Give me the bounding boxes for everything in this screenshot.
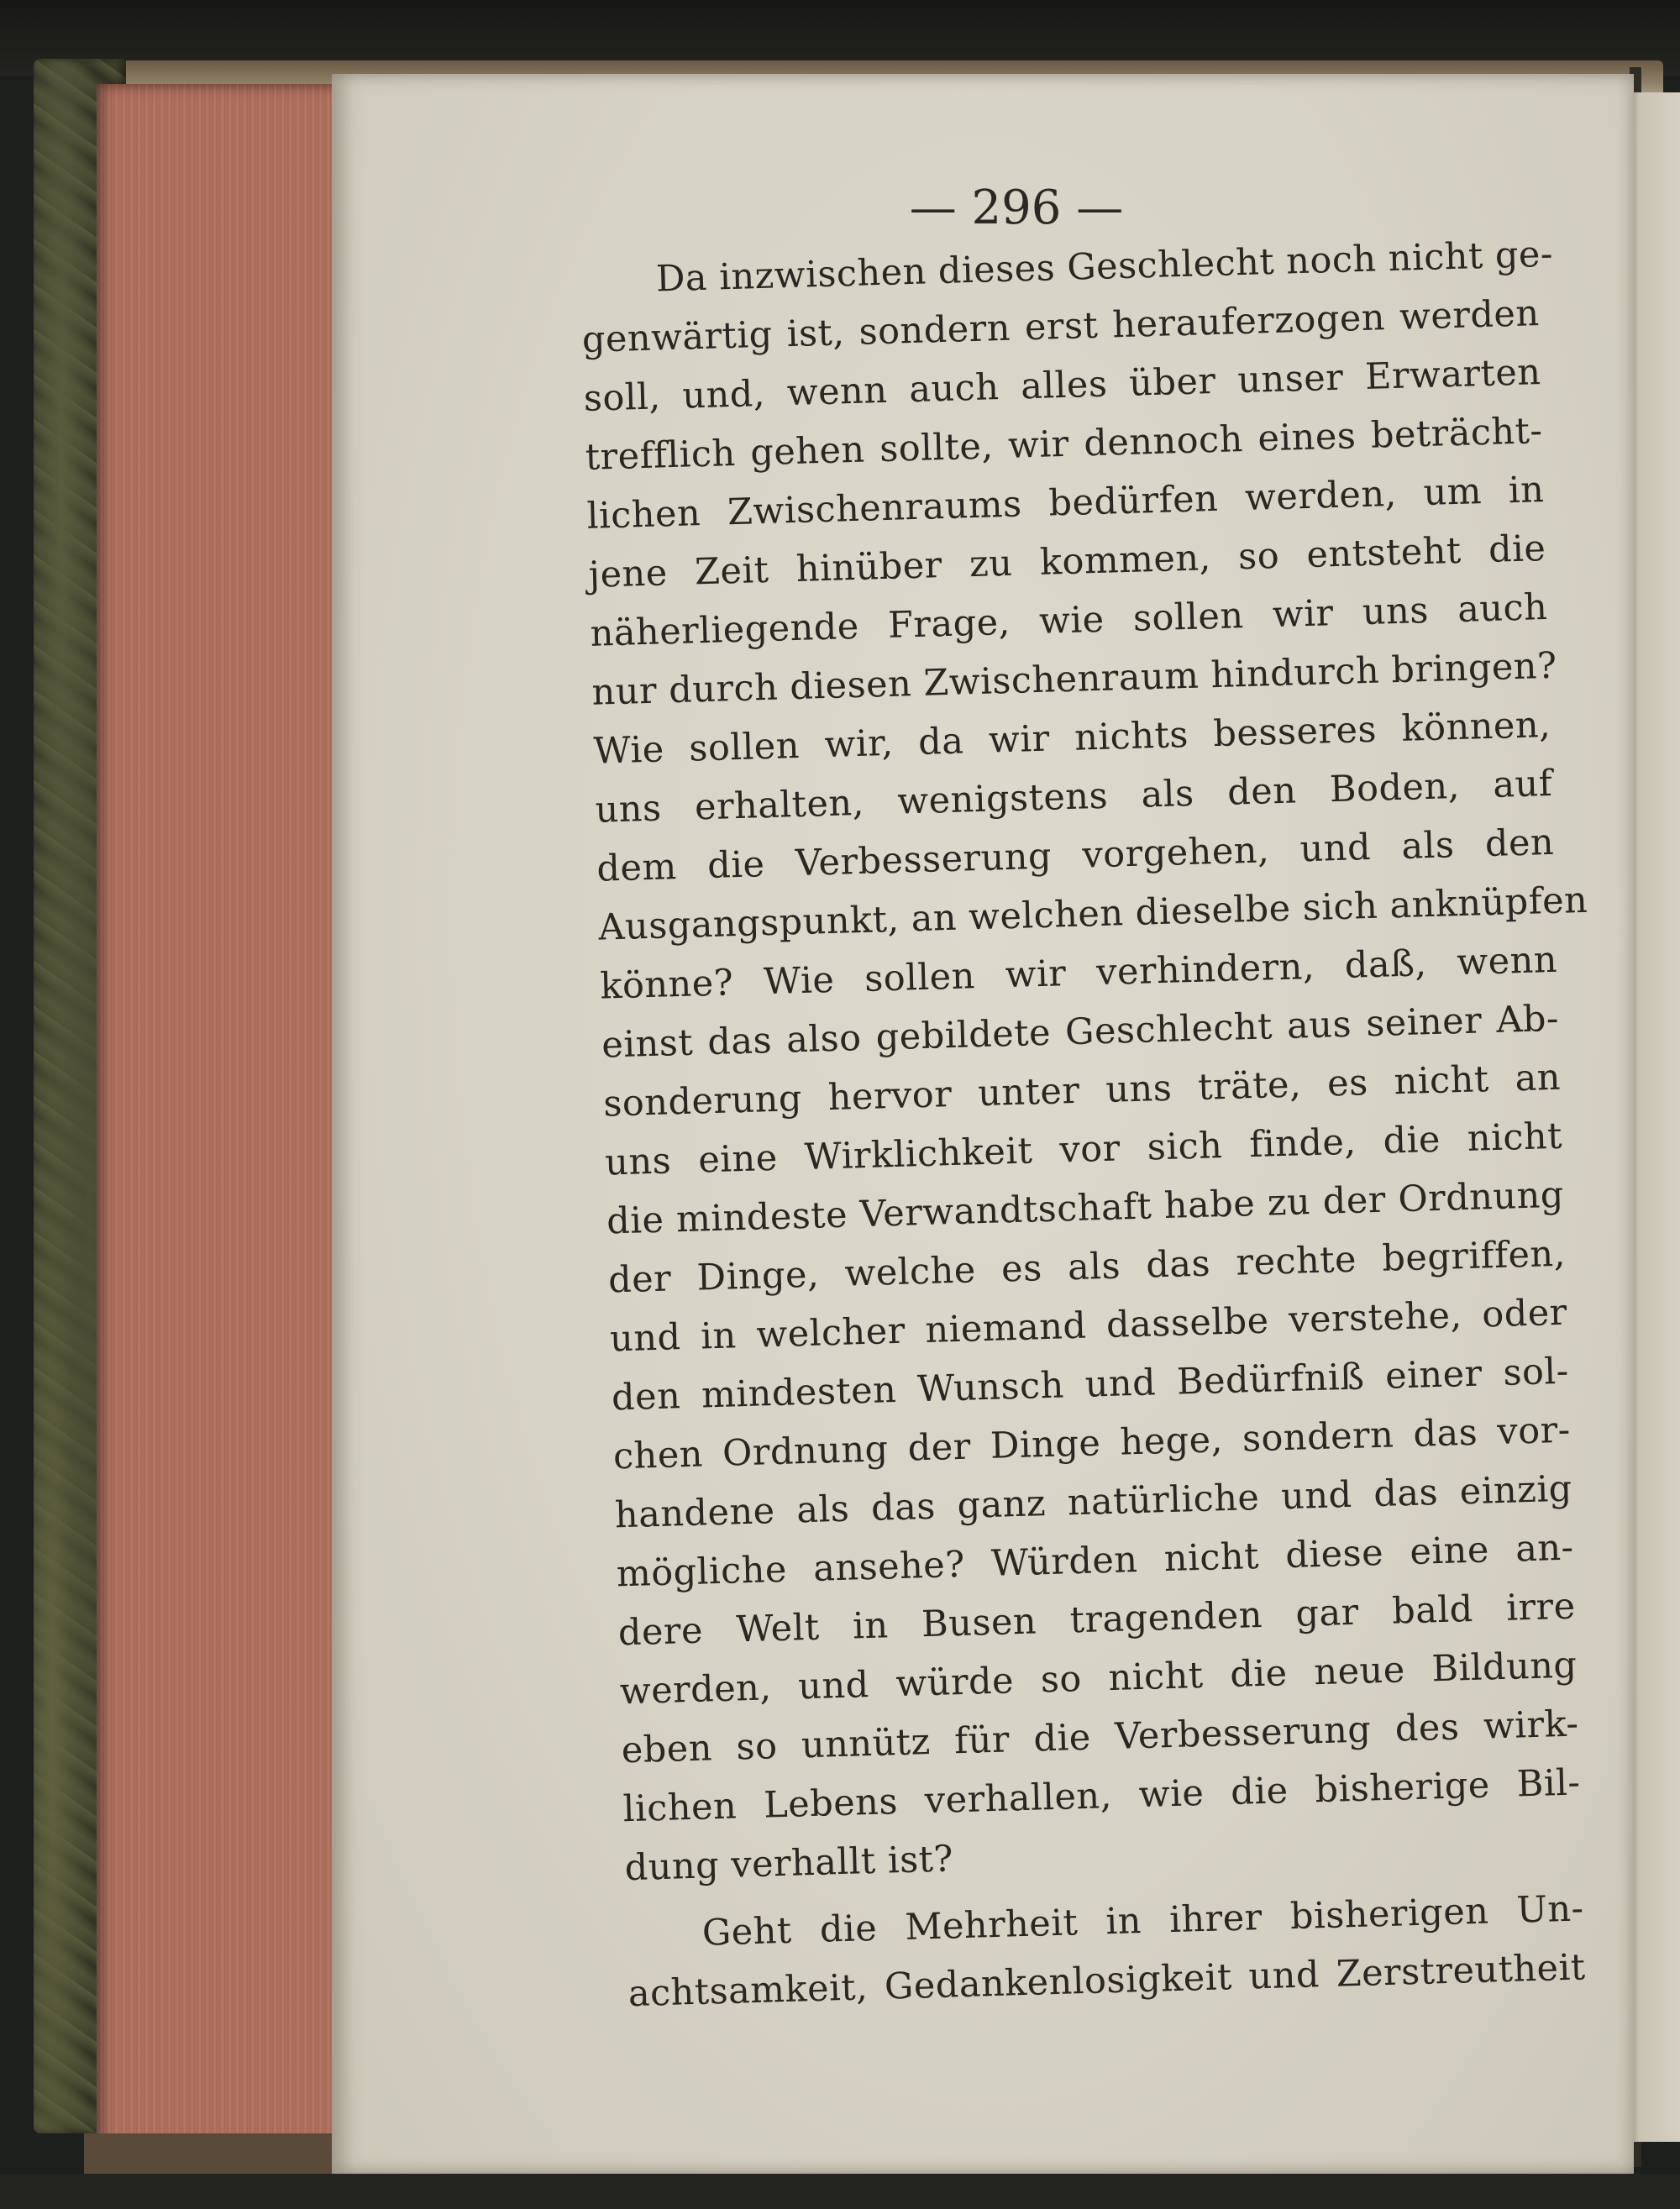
text-line: handene als das ganz natürliche und das einzig [614,1467,1573,1537]
text-line: jene Zeit hinüber zu kommen, so entsteht die [588,527,1547,596]
text-line: lichen Lebens verhallen, wie die bisherige Bil- [622,1761,1582,1831]
body-text [580,225,1586,2023]
text-line: uns eine Wirklichkeit vor sich finde, die nicht [604,1115,1563,1184]
text-line: uns erhalten, wenigstens als den Boden, auf [594,762,1553,832]
text-line: Wie sollen wir, da wir nichts besseres können, [592,703,1551,773]
text-line: dere Welt in Busen tragenden gar bald irre [617,1585,1577,1655]
paragraph-1 [580,225,1588,1897]
text-line: näherliegende Frage, wie sollen wir uns auch [590,586,1548,655]
text-line: dung verhallt ist? [624,1838,954,1890]
text-line: trefflich gehen sollte, wir dennoch eines beträcht- [585,410,1544,479]
text-line: und in welcher niemand dasselbe verstehe, oder [609,1291,1568,1361]
text-line: werden, und würde so nicht die neue Bildung [619,1644,1578,1713]
text-line: chen Ordnung der Dinge hege, sondern das vor- [612,1409,1572,1478]
page-number: — 296 — [909,181,1124,235]
text-line: lichen Zwischenraums bedürfen werden, um in [586,469,1546,538]
text-line: die mindeste Verwandtschaft habe zu der Ordnung [606,1173,1565,1243]
text-line: eben so unnütz für die Verbesserung des wirk- [621,1703,1580,1772]
text-line: einst das also gebildete Geschlecht aus seiner Ab- [601,997,1560,1067]
text-line: Da inzwischen dieses Geschlecht noch nicht ge- [655,233,1554,301]
background-bottom [0,2174,1680,2209]
text-line: den mindesten Wunsch und Bedürfniß einer sol- [611,1350,1570,1419]
page-edges [97,84,357,2163]
text-line: dem die Verbesserung vorgehen, und als den [596,821,1555,890]
text-line: soll, und, wenn auch alles über unser Erwarten [583,351,1542,420]
text-line: Geht die Mehrheit in ihrer bisherigen Un- [701,1887,1585,1955]
text-line: mögliche ansehe? Würden nicht diese eine an- [616,1526,1575,1596]
text-line: nur durch diesen Zwischenraum hindurch bringen? [591,644,1558,714]
text-line: genwärtig ist, sondern erst herauferzogen werden [581,292,1541,361]
text-line: sonderung hervor unter uns träte, es nicht an [602,1056,1562,1125]
text-line: könne? Wie sollen wir verhindern, daß, wenn [599,938,1558,1008]
text-line: der Dinge, welche es als das rechte begriffen, [607,1232,1567,1302]
text-line: achtsamkeit, Gedankenlosigkeit und Zerstreutheit [627,1946,1587,2016]
text-line: Ausgangspunkt, an welchen dieselbe sich anknüpfen [597,879,1588,949]
